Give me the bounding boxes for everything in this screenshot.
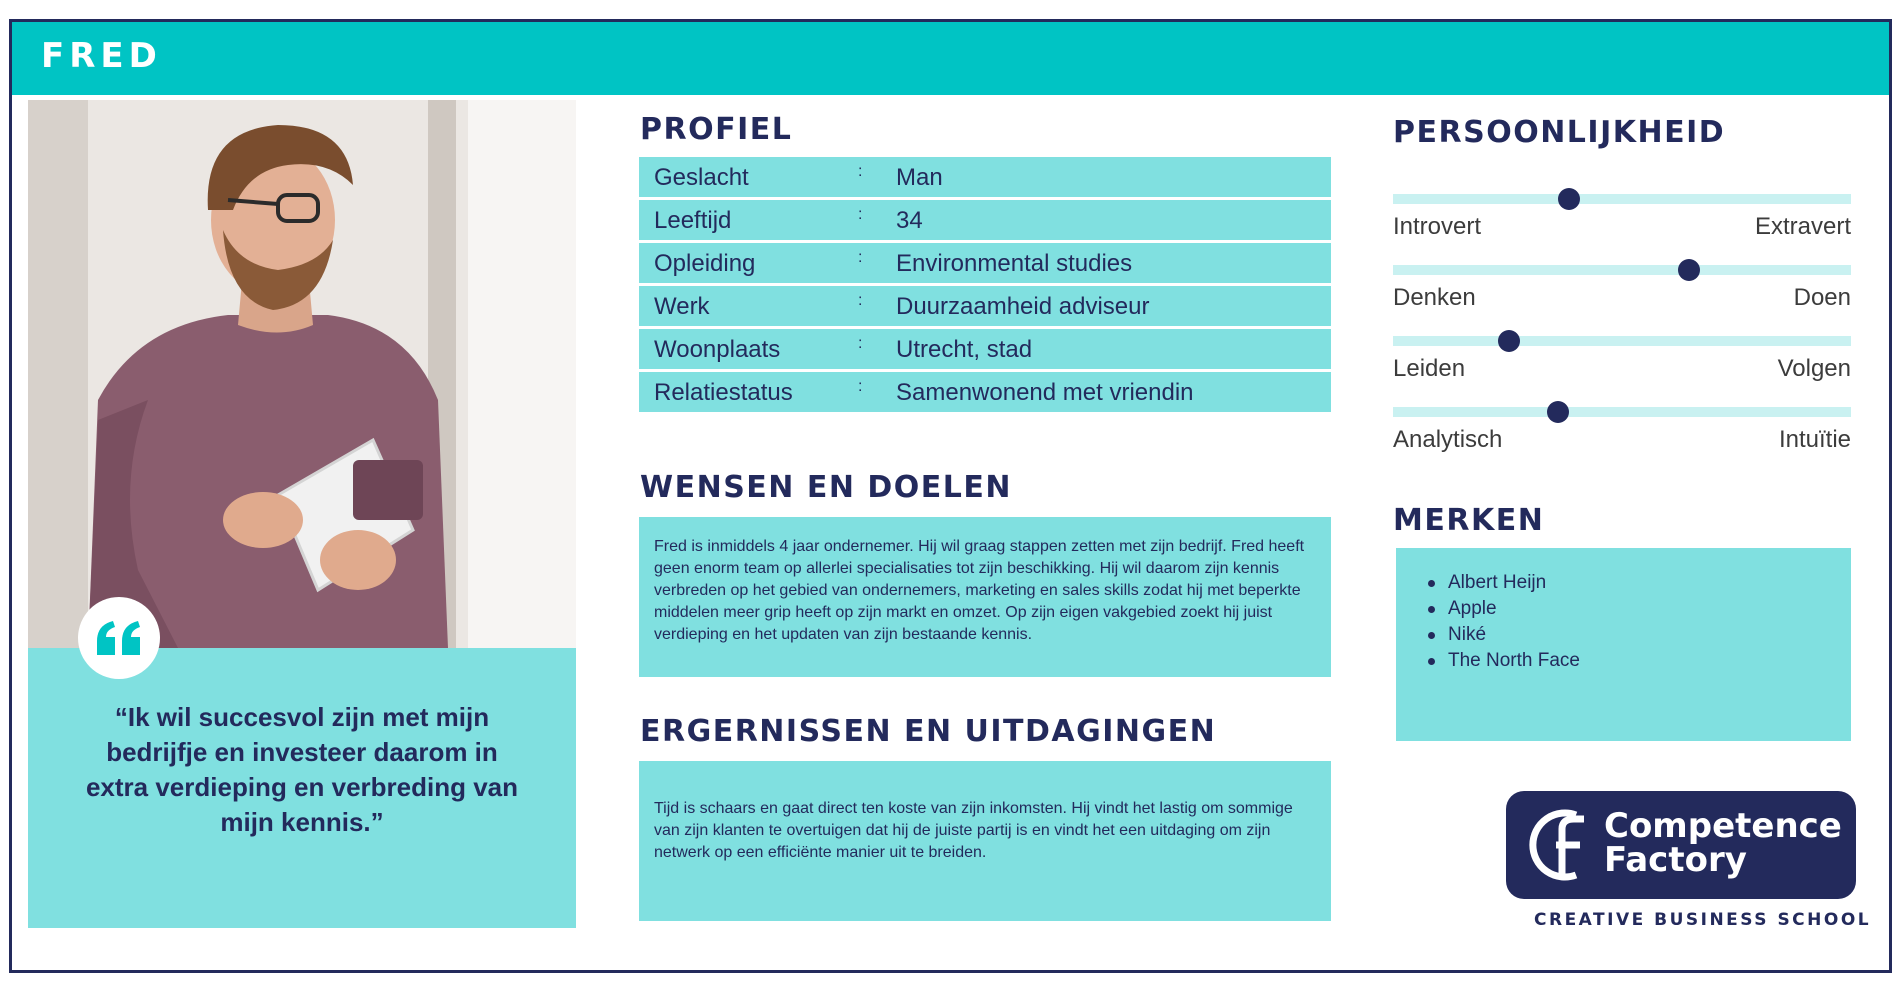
brands-box bbox=[1396, 548, 1851, 741]
profile-value: Man bbox=[896, 164, 943, 191]
profile-label: Relatiestatus bbox=[654, 379, 793, 406]
brand-item: The North Face bbox=[1448, 648, 1851, 674]
man-with-tablet-illustration bbox=[28, 100, 576, 648]
personality-slider-denken-doen bbox=[1393, 256, 1851, 316]
personality-slider-analytisch-intuitie bbox=[1393, 398, 1851, 458]
profile-row bbox=[639, 286, 1331, 326]
goals-text: Fred is inmiddels 4 jaar ondernemer. Hij wil graag stappen zetten met zijn bedrijf. Fred heeft geen enorm team op allerlei specialisaties tot zijn beschikking. Hij wil daarom zijn kennis verbreden op het gebied van ondernemers, marketing en sales skills zodat hij met beperkte middelen meer grip heeft op zijn markt en omzet. Op zijn eigen vakgebied zoekt hij juist verdieping en het updaten van zijn bestaande kennis. bbox=[654, 538, 1305, 643]
slider-track bbox=[1393, 407, 1851, 417]
brands-heading: MERKEN bbox=[1393, 503, 1545, 538]
slider-knob bbox=[1547, 401, 1569, 423]
frustrations-box bbox=[639, 761, 1331, 921]
profile-row bbox=[639, 329, 1331, 369]
persona-photo bbox=[28, 100, 576, 648]
quote-text: “Ik wil succesvol zijn met mijn bedrijfje en investeer daarom in extra verdieping en verbreding van mijn kennis.” bbox=[85, 702, 519, 837]
competence-factory-logo bbox=[1506, 791, 1856, 899]
personality-heading: PERSOONLIJKHEID bbox=[1393, 115, 1726, 150]
slider-track bbox=[1393, 265, 1851, 275]
profile-separator: : bbox=[858, 335, 863, 352]
profile-label: Geslacht bbox=[654, 164, 749, 191]
profile-row bbox=[639, 200, 1331, 240]
brand-item: Apple bbox=[1448, 596, 1851, 622]
profile-separator: : bbox=[858, 292, 863, 309]
logo-line1: Competence bbox=[1604, 806, 1842, 846]
profile-label: Opleiding bbox=[654, 250, 756, 277]
profile-value: Utrecht, stad bbox=[896, 336, 1033, 363]
frustrations-heading: ERGERNISSEN EN UITDAGINGEN bbox=[640, 714, 1217, 749]
quote-badge bbox=[78, 597, 160, 679]
header-bar bbox=[12, 22, 1889, 95]
slider-left-label: Analytisch bbox=[1393, 426, 1503, 453]
slider-left-label: Leiden bbox=[1393, 355, 1466, 382]
slider-knob bbox=[1498, 330, 1520, 352]
profile-label: Woonplaats bbox=[654, 336, 781, 363]
profile-value: Samenwonend met vriendin bbox=[896, 379, 1194, 406]
slider-right-label: Intuïtie bbox=[1778, 426, 1851, 453]
goals-heading: WENSEN EN DOELEN bbox=[640, 470, 1013, 505]
profile-separator: : bbox=[858, 163, 863, 180]
logo-subtitle: CREATIVE BUSINESS SCHOOL bbox=[1534, 910, 1872, 930]
goals-box bbox=[639, 517, 1331, 677]
slider-right-label: Doen bbox=[1793, 284, 1851, 311]
quote-marks-icon bbox=[95, 621, 143, 655]
personality-slider-introvert-extravert bbox=[1393, 185, 1851, 245]
profile-value: Duurzaamheid adviseur bbox=[896, 293, 1150, 320]
slider-left-label: Introvert bbox=[1393, 213, 1482, 240]
profile-value: Environmental studies bbox=[896, 250, 1133, 277]
profile-label: Leeftijd bbox=[654, 207, 732, 234]
profile-table bbox=[639, 157, 1331, 415]
slider-left-label: Denken bbox=[1393, 284, 1476, 311]
profile-label: Werk bbox=[654, 293, 710, 320]
brand-item: Niké bbox=[1448, 622, 1851, 648]
slider-knob bbox=[1678, 259, 1700, 281]
slider-track bbox=[1393, 194, 1851, 204]
frustrations-text: Tijd is schaars en gaat direct ten koste van zijn inkomsten. Hij vindt het lastig om sommige van zijn klanten te overtuigen dat hij de juiste partij is en vindt het een uitdaging om zijn netwerk op een efficiënte manier uit te breiden. bbox=[654, 800, 1293, 861]
profile-row bbox=[639, 372, 1331, 412]
slider-right-label: Volgen bbox=[1777, 355, 1851, 382]
profile-separator: : bbox=[858, 378, 863, 395]
persona-name: FRED bbox=[41, 36, 162, 76]
slider-track bbox=[1393, 336, 1851, 346]
brand-item: Albert Heijn bbox=[1448, 570, 1851, 596]
profile-heading: PROFIEL bbox=[640, 112, 793, 147]
profile-row bbox=[639, 243, 1331, 283]
profile-separator: : bbox=[858, 249, 863, 266]
cf-logo-mark-icon bbox=[1524, 805, 1594, 885]
slider-right-label: Extravert bbox=[1754, 213, 1851, 240]
personality-slider-leiden-volgen bbox=[1393, 327, 1851, 387]
logo-line2: Factory bbox=[1604, 840, 1747, 880]
profile-separator: : bbox=[858, 206, 863, 223]
profile-value: 34 bbox=[896, 207, 923, 234]
slider-knob bbox=[1558, 188, 1580, 210]
profile-row bbox=[639, 157, 1331, 197]
